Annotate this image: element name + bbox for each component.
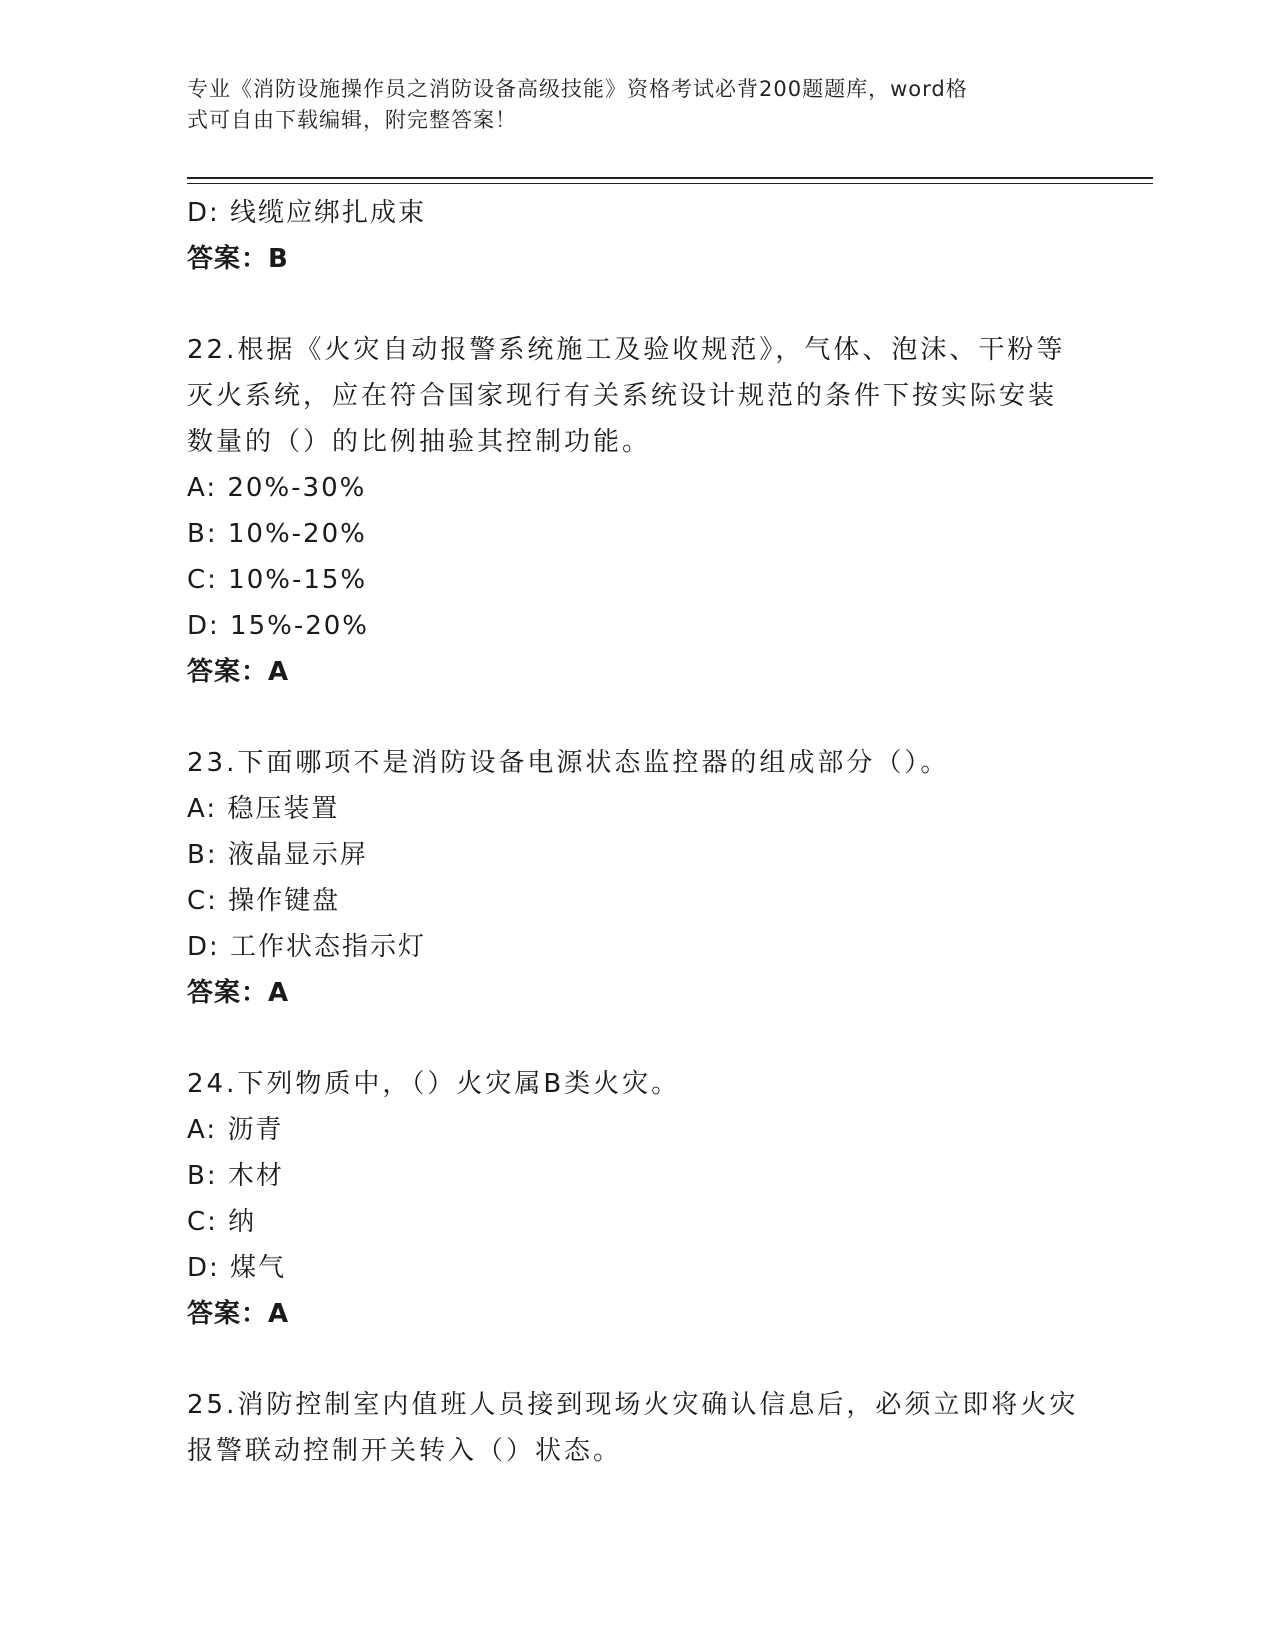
spacer — [187, 282, 1087, 327]
question-24 — [187, 1061, 1087, 1337]
option-a: A: 20%-30% — [187, 473, 367, 503]
header-line-2: 式可自由下载编辑，附完整答案！ — [187, 108, 517, 132]
answer: 答案：A — [187, 657, 290, 687]
question-22 — [187, 327, 1087, 695]
question-23 — [187, 740, 1087, 1016]
question-text-line: 24.下列物质中，（）火灾属B类火灾。 — [187, 1069, 681, 1099]
spacer — [187, 1016, 1087, 1061]
spacer — [187, 1337, 1087, 1382]
spacer — [187, 695, 1087, 740]
question-25 — [187, 1382, 1087, 1474]
option-d: D: 煤气 — [187, 1253, 287, 1283]
question-text-line: 23.下面哪项不是消防设备电源状态监控器的组成部分（）。 — [187, 748, 950, 778]
option-c: C: 操作键盘 — [187, 886, 341, 916]
question-text-line: 灭火系统，应在符合国家现行有关系统设计规范的条件下按实际安装 — [187, 381, 1058, 411]
header-rule-thick — [187, 177, 1153, 179]
answer: 答案：A — [187, 1299, 290, 1329]
prev-option-d: D: 线缆应绑扎成束 — [187, 198, 427, 228]
option-b: B: 木材 — [187, 1161, 284, 1191]
option-b: B: 液晶显示屏 — [187, 840, 368, 870]
header-rule-thin — [187, 183, 1153, 184]
answer: 答案：A — [187, 978, 290, 1008]
question-text-line: 报警联动控制开关转入（）状态。 — [187, 1436, 623, 1466]
option-c: C: 纳 — [187, 1207, 257, 1237]
question-text-line: 25.消防控制室内值班人员接到现场火灾确认信息后，必须立即将火灾 — [187, 1390, 1079, 1420]
prev-answer: 答案：B — [187, 244, 289, 274]
option-b: B: 10%-20% — [187, 519, 367, 549]
option-d: D: 工作状态指示灯 — [187, 932, 427, 962]
page-header — [187, 74, 1067, 136]
option-c: C: 10%-15% — [187, 565, 368, 595]
option-a: A: 沥青 — [187, 1115, 284, 1145]
question-content — [187, 190, 1087, 1474]
option-d: D: 15%-20% — [187, 611, 370, 641]
question-text-line: 22.根据《火灾自动报警系统施工及验收规范》，气体、泡沫、干粉等 — [187, 335, 1066, 365]
header-line-1: 专业《消防设施操作员之消防设备高级技能》资格考试必背200题题库，word格 — [187, 77, 968, 101]
question-text-line: 数量的（）的比例抽验其控制功能。 — [187, 427, 652, 457]
option-a: A: 稳压装置 — [187, 794, 340, 824]
